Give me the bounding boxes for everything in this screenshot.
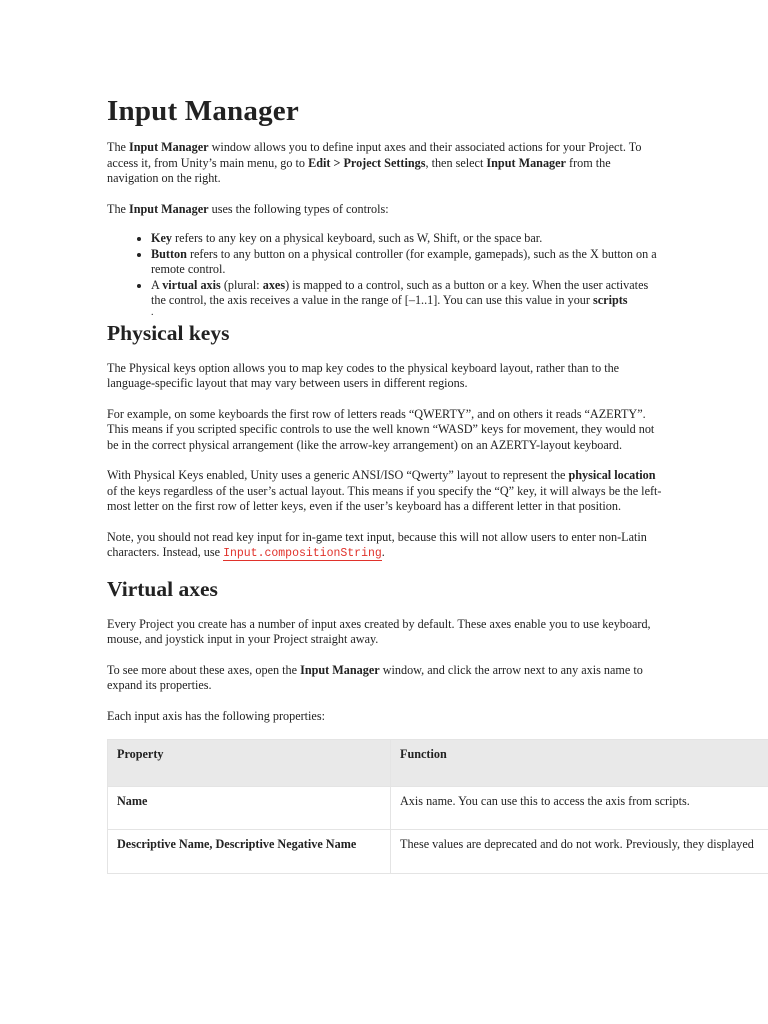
input-manager-term: Input Manager	[300, 662, 380, 677]
scripts-term: scripts	[593, 293, 628, 307]
menu-path: Edit > Project Settings	[308, 155, 426, 170]
input-manager-term: Input Manager	[129, 140, 209, 154]
types-intro-paragraph	[107, 202, 662, 218]
physical-keys-p2: For example, on some keyboards the first row of letters reads “QWERTY”, and on others it reads “AZERTY”. This means if you scripted specific controls to use the well known “WASD” keys for movement, they would not be in the correct physical arrangement (like the arrow-key arrangement) on an AZERTY-layout keyboard.	[107, 406, 655, 452]
physical-location-term: physical location	[568, 468, 656, 482]
input-manager-term: Input Manager	[486, 155, 566, 170]
function-cell: These values are deprecated and do not work. Previously, they displayed	[391, 830, 768, 874]
intro-text: , then select	[425, 155, 487, 170]
intro-paragraph	[107, 140, 662, 187]
page-title: Input Manager	[107, 95, 299, 127]
intro-text: The	[107, 140, 129, 154]
property-column-header: Property	[108, 740, 391, 787]
table-row	[108, 830, 768, 874]
p2-text: window, and click the arrow next to any axis name to expand its properties.	[107, 662, 643, 692]
property-cell: Name	[108, 786, 391, 830]
list-item-virtual-axis	[151, 278, 666, 309]
physical-keys-p3	[107, 468, 662, 515]
composition-string-link[interactable]: Input.compositionString	[223, 547, 382, 560]
types-text: The	[107, 201, 129, 216]
trailing-dot: .	[151, 306, 154, 318]
virtual-axes-p3: Each input axis has the following properties:	[107, 708, 325, 723]
intro-text: window allows you to define input axes and their associated actions for your Project. To access it, from Unity’s main menu, go to	[107, 140, 642, 170]
p4-text: Note, you should not read key input for in-game text input, because this will not allow users to enter non-Latin characters. Instead, use	[107, 529, 647, 559]
property-cell: Descriptive Name, Descriptive Negative Name	[108, 830, 391, 874]
p3-text: With Physical Keys enabled, Unity uses a generic ANSI/ISO “Qwerty” layout to represent the	[107, 468, 569, 482]
list-item-key	[151, 231, 666, 247]
controls-list	[107, 231, 666, 309]
intro-text: from the navigation on the right.	[107, 155, 611, 185]
button-description: refers to any button on a physical controller (for example, gamepads), such as the X button on a remote control.	[151, 246, 657, 276]
virtual-axis-term: virtual axis	[162, 277, 221, 292]
virtual-axes-p2	[107, 663, 662, 694]
table-row	[108, 786, 768, 830]
document-page	[107, 94, 768, 874]
properties-table	[107, 739, 768, 874]
input-manager-term: Input Manager	[129, 201, 209, 216]
button-term: Button	[151, 246, 187, 261]
axis-description: ) is mapped to a control, such as a button or a key. When the user activates the control, the axis receives a value in the range of [–1..1]. You can use this value in your	[151, 277, 649, 307]
virtual-axes-heading: Virtual axes	[107, 576, 218, 601]
types-text: uses the following types of controls:	[208, 201, 389, 216]
list-item-button	[151, 247, 666, 278]
table-header-row	[108, 740, 768, 787]
key-term: Key	[151, 231, 172, 245]
function-cell: Axis name. You can use this to access the axis from scripts.	[391, 786, 768, 830]
function-column-header: Function	[391, 740, 768, 787]
p4-text: .	[381, 545, 385, 559]
axes-term: axes	[262, 277, 286, 292]
physical-keys-p1: The Physical keys option allows you to map key codes to the physical keyboard layout, rather than to the language-specific layout that may vary between users in different regions.	[107, 360, 620, 390]
physical-keys-p4	[107, 530, 662, 562]
virtual-axes-p1: Every Project you create has a number of input axes created by default. These axes enable you to use keyboard, mouse, and joystick input in your Project straight away.	[107, 616, 651, 646]
axis-text: (plural:	[220, 277, 263, 292]
p3-text: of the keys regardless of the user’s actual layout. This means if you specify the “Q” key, it will always be the left-most letter on the first row of letter keys, even if the user’s keyboard has a different letter in that position.	[107, 483, 662, 513]
p2-text: To see more about these axes, open the	[107, 662, 301, 677]
physical-keys-heading: Physical keys	[107, 320, 230, 345]
key-description: refers to any key on a physical keyboard, such as W, Shift, or the space bar.	[171, 231, 543, 245]
axis-text: A	[151, 277, 163, 292]
